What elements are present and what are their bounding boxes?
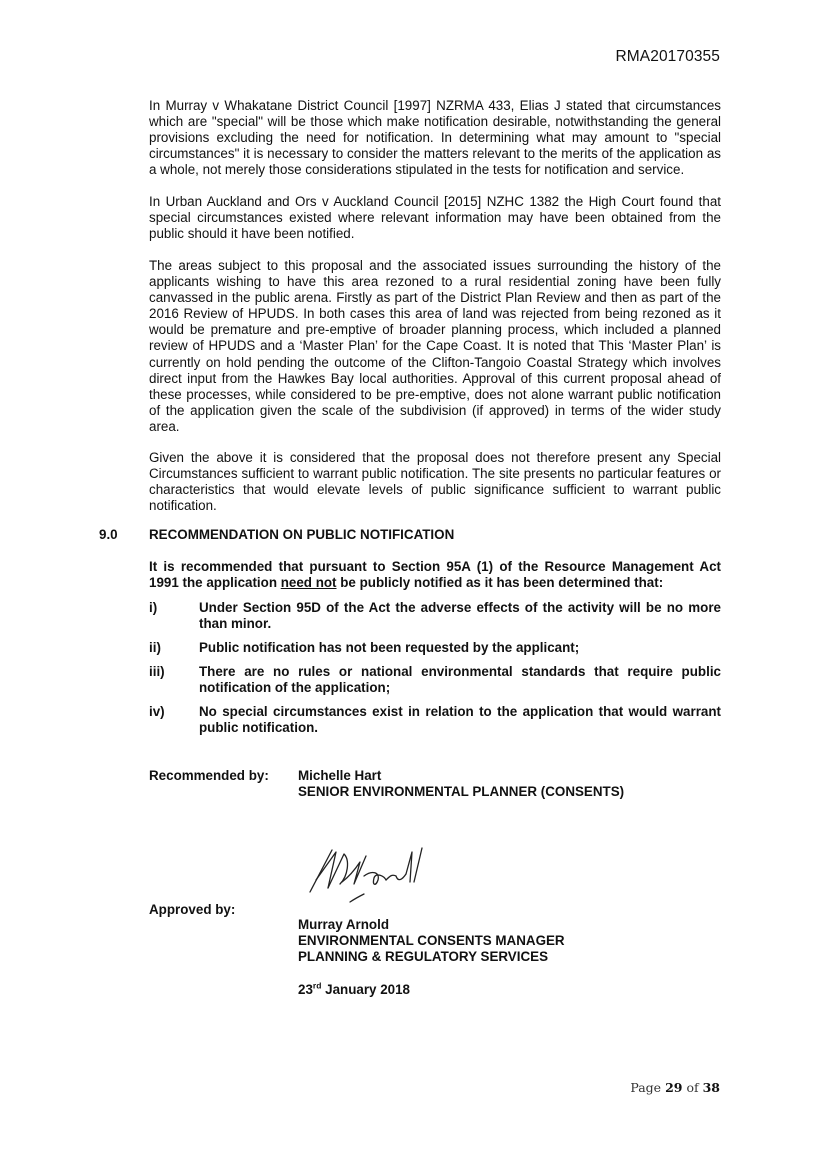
page-number: Page 29 of 38 bbox=[630, 1080, 720, 1095]
section-title: RECOMMENDATION ON PUBLIC NOTIFICATION bbox=[149, 527, 455, 542]
intro-text-underlined: need not bbox=[280, 575, 337, 591]
paragraph-murray-case: In Murray v Whakatane District Council [1997] NZRMA 433, Elias J stated that circumstances which are "special" will be those which make notification desirable, notwithstanding the general provisions excluding the need for notification. In determining what may amount to "special circumstances" it is necessary to consider the matters relevant to the merits of the application as a whole, not merely those considerations stipulated in the tests for notification and service. bbox=[149, 98, 721, 178]
approver-title: ENVIRONMENTAL CONSENTS MANAGER bbox=[298, 933, 565, 948]
recommended-by-label: Recommended by: bbox=[149, 768, 269, 783]
recommender-title: SENIOR ENVIRONMENTAL PLANNER (CONSENTS) bbox=[298, 784, 625, 799]
list-item-text: Public notification has not been requested by the applicant; bbox=[199, 640, 580, 655]
list-item-text: No special circumstances exist in relation to the application that would warrant public notification. bbox=[199, 704, 721, 736]
reference-number: RMA20170355 bbox=[615, 48, 720, 65]
paragraph-areas-subject: The areas subject to this proposal and the associated issues surrounding the history of the applicants wishing to have this area rezoned to a rural residential zoning have been fully canvassed in the public arena. Firstly as part of the District Plan Review and then as part of the 2016 Review of HPUDS. In both cases this area of land was rejected from being rezoned as it would be premature and pre-emptive of broader planning process, which included a planned review of HPUDS and a ‘Master Plan’ for the Cape Coast. It is noted that This ‘Master Plan’ is currently on hold pending the outcome of the Clifton-Tangoio Coastal Strategy which involves direct input from the Hawkes Bay local authorities. Approval of this current proposal ahead of these processes, while considered to be pre-emptive, does not alone warrant public notification of the application given the scale of the subdivision (if approved) in terms of the wider study area. bbox=[149, 258, 721, 434]
paragraph-urban-auckland-case: In Urban Auckland and Ors v Auckland Council [2015] NZHC 1382 the High Court found that special circumstances existed where relevant information may have been obtained from the public should it have been notified. bbox=[149, 194, 721, 242]
approver-department: PLANNING & REGULATORY SERVICES bbox=[298, 949, 548, 964]
recommender-name: Michelle Hart bbox=[298, 768, 382, 783]
list-item-number: iii) bbox=[149, 664, 165, 679]
intro-text-after: be publicly notified as it has been determined that: bbox=[336, 575, 664, 591]
approver-name: Murray Arnold bbox=[298, 917, 390, 932]
recommendation-intro bbox=[149, 559, 721, 591]
list-item-number: i) bbox=[149, 600, 158, 615]
list-item-text: There are no rules or national environmental standards that require public notification of the application; bbox=[199, 664, 721, 696]
signature-image bbox=[306, 846, 446, 908]
list-item-text: Under Section 95D of the Act the adverse effects of the activity will be no more than minor. bbox=[199, 600, 721, 632]
intro-text-before: It is recommended that pursuant to Section 95A (1) of the Resource Management Act 1991 the application bbox=[149, 559, 721, 591]
section-number: 9.0 bbox=[99, 527, 118, 542]
list-item-number: ii) bbox=[149, 640, 161, 655]
approval-date: 23rd January 2018 bbox=[298, 980, 410, 997]
list-item-number: iv) bbox=[149, 704, 165, 719]
paragraph-given-above: Given the above it is considered that the proposal does not therefore present any Special Circumstances sufficient to warrant public notification. The site presents no particular features or characteristics that would elevate levels of public significance sufficient to warrant public notification. bbox=[149, 450, 721, 514]
approved-by-label: Approved by: bbox=[149, 902, 236, 917]
